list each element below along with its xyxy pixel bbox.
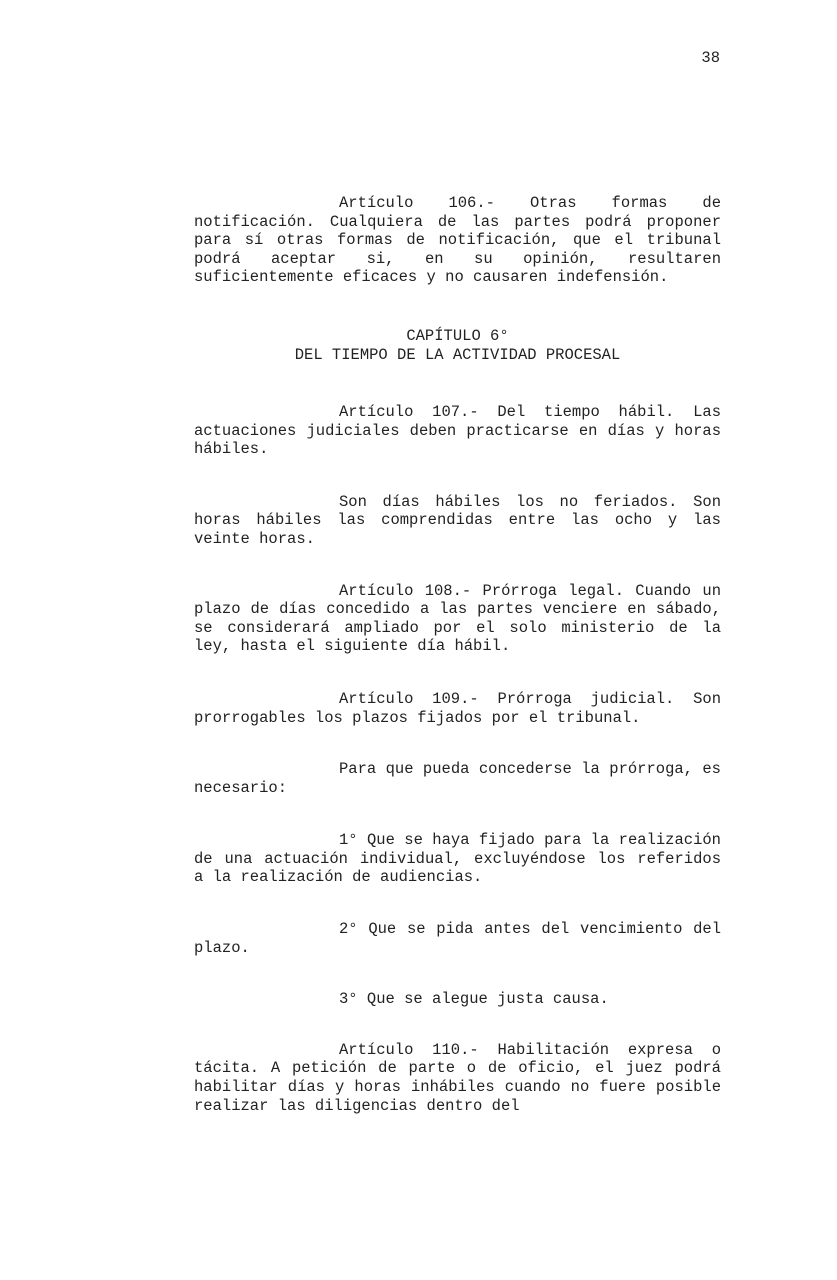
article-109-paragraph-2: Para que pueda concederse la prórroga, es necesario: <box>194 760 721 797</box>
article-106: Artículo 106.- Otras formas de notificación. Cualquiera de las partes podrá proponer para sí otras formas de notificación, que el tribunal podrá aceptar si, en su opinión, resultaren suficientemente eficaces y no causaren indefensión. <box>194 194 721 287</box>
document-body <box>194 194 721 1115</box>
article-109-item-3: 3° Que se alegue justa causa. <box>339 990 609 1009</box>
page-number: 38 <box>701 49 720 67</box>
chapter-title: CAPÍTULO 6° <box>406 326 509 345</box>
article-107-paragraph-2: Son días hábiles los no feriados. Son horas hábiles las comprendidas entre las ocho y las veinte horas. <box>194 492 721 548</box>
article-107: Artículo 107.- Del tiempo hábil. Las actuaciones judiciales deben practicarse en días y horas hábiles. <box>194 402 721 459</box>
article-109: Artículo 109.- Prórroga judicial. Son prorrogables los plazos fijados por el tribunal. <box>194 689 721 727</box>
article-110: Artículo 110.- Habilitación expresa o tácita. A petición de parte o de oficio, el juez podrá habilitar días y horas inhábiles cuando no fuere posible realizar las diligencias dentro del <box>194 1040 721 1115</box>
chapter-subtitle: DEL TIEMPO DE LA ACTIVIDAD PROCESAL <box>294 345 621 364</box>
article-109-item-1: 1° Que se haya fijado para la realización de una actuación individual, excluyéndose los referidos a la realización de audiencias. <box>194 831 721 887</box>
article-109-item-2: 2° Que se pida antes del vencimiento del plazo. <box>194 920 721 957</box>
article-108: Artículo 108.- Prórroga legal. Cuando un plazo de días concedido a las partes venciere en sábado, se considerará ampliado por el solo ministerio de la ley, hasta el siguiente día hábil. <box>194 581 721 656</box>
